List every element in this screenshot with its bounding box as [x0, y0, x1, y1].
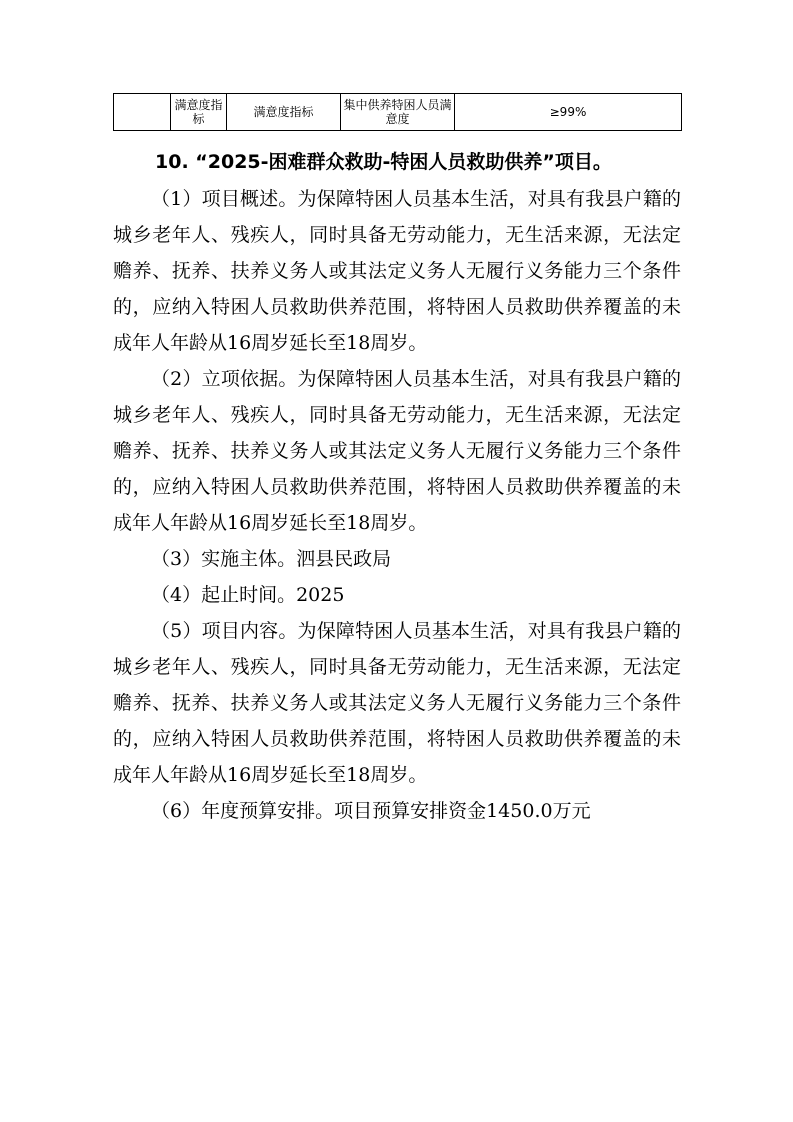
- section-heading: 10. “2025-困难群众救助-特困人员救助供养”项目。: [155, 151, 612, 173]
- table-cell-blank: [114, 94, 171, 131]
- table-cell-level3-indicator: 满意度指标: [227, 94, 341, 131]
- paragraph-content: （5）项目内容。为保障特困人员基本生活，对具有我县户籍的城乡老年人、残疾人，同时具备无劳动能力，无生活来源，无法定赡养、抚养、扶养义务人或其法定义务人无履行义务能力三个条件的，应纳入特困人员救助供养范围，将特困人员救助供养覆盖的未成年人年龄从16周岁延长至18周岁。: [113, 620, 681, 786]
- metric-table: [113, 93, 682, 131]
- paragraph-overview: （1）项目概述。为保障特困人员基本生活，对具有我县户籍的城乡老年人、残疾人，同时具备无劳动能力，无生活来源，无法定赡养、抚养、扶养义务人或其法定义务人无履行义务能力三个条件的，应纳入特困人员救助供养范围，将特困人员救助供养覆盖的未成年人年龄从16周岁延长至18周岁。: [113, 188, 681, 354]
- table-cell-target-value: ≥99%: [455, 94, 682, 131]
- paragraph-basis: （2）立项依据。为保障特困人员基本生活，对具有我县户籍的城乡老年人、残疾人，同时具备无劳动能力，无生活来源，无法定赡养、抚养、扶养义务人或其法定义务人无履行义务能力三个条件的，应纳入特困人员救助供养范围，将特困人员救助供养覆盖的未成年人年龄从16周岁延长至18周岁。: [113, 368, 681, 534]
- paragraph-period: （4）起止时间。2025: [151, 584, 345, 606]
- table-cell-indicator-name: 集中供养特困人员满意度: [341, 94, 455, 131]
- metric-table-container: [113, 93, 681, 131]
- table-cell-level2-indicator: 满意度指标: [171, 94, 227, 131]
- paragraph-budget: （6）年度预算安排。项目预算安排资金1450.0万元: [151, 800, 591, 822]
- paragraph-implementer: （3）实施主体。泗县民政局: [151, 548, 392, 570]
- table-row: [114, 94, 682, 131]
- section-body: [113, 181, 681, 829]
